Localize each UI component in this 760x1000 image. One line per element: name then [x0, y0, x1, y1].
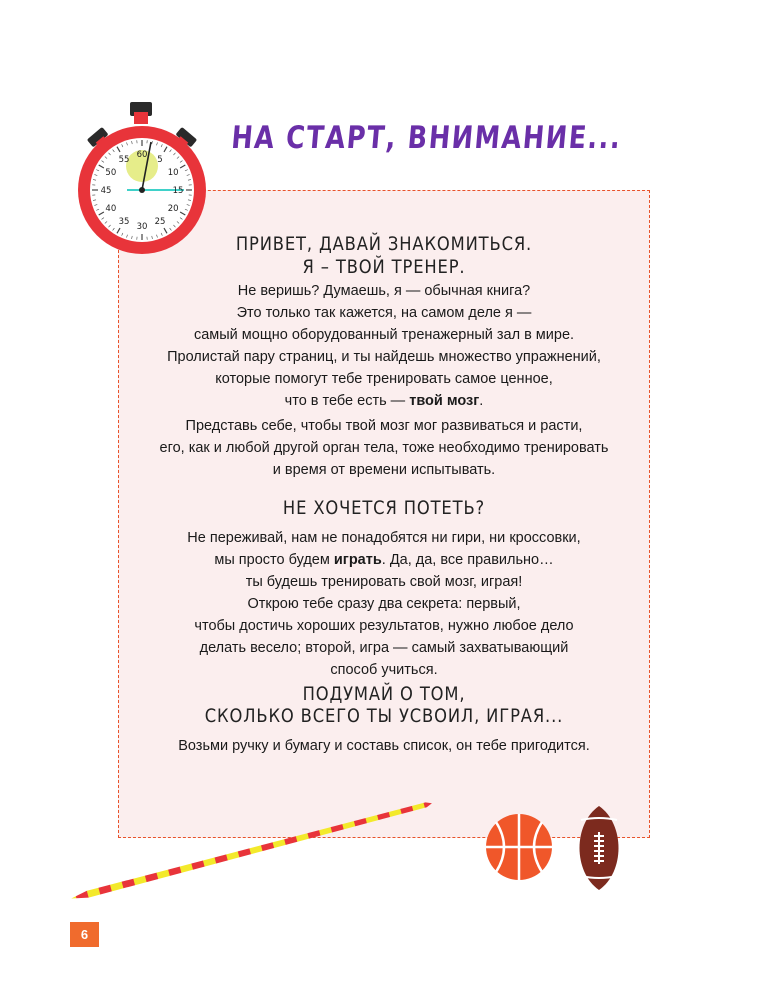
brain-line: его, как и любой другой орган тела, тоже необходимо тренировать	[159, 440, 609, 456]
sweat-line: чтобы достичь хороших результатов, нужно любое дело	[194, 618, 574, 634]
sweat-line: делать весело; второй, игра — самый захватывающий	[199, 640, 569, 656]
sweat-heading: НЕ ХОЧЕТСЯ ПОТЕТЬ?	[282, 497, 486, 519]
page-title: НА СТАРТ, ВНИМАНИЕ...	[229, 120, 624, 156]
intro-last-suffix: .	[479, 393, 484, 409]
intro-line: самый мощно оборудованный тренажерный зал в мире.	[193, 327, 575, 343]
dial-label: 15	[172, 186, 184, 196]
intro-paragraph	[118, 280, 650, 412]
intro-line: Пролистай пару страниц, и ты найдешь множество упражнений,	[167, 349, 601, 365]
brain-paragraph	[118, 415, 650, 481]
think-heading-line2: СКОЛЬКО ВСЕГО ТЫ УСВОИЛ, ИГРАЯ...	[204, 705, 564, 727]
sweat-line: Открою тебе сразу два секрета: первый,	[247, 596, 521, 612]
sweat-paragraph	[118, 527, 650, 681]
sweat-line: способ учиться.	[330, 662, 438, 678]
dial-label: 55	[118, 154, 130, 165]
intro-last-prefix: что в тебе есть —	[284, 393, 410, 409]
sweat-line: Не переживай, нам не понадобятся ни гири, ни кроссовки,	[187, 530, 581, 546]
american-football-icon	[573, 804, 625, 892]
intro-line: Это только так кажется, на самом деле я —	[236, 305, 532, 321]
sweat-line-play	[118, 549, 650, 571]
dial-label: 5	[157, 154, 163, 165]
dial-label: 10	[167, 168, 179, 178]
sweat-line: ты будешь тренировать свой мозг, играя!	[245, 574, 523, 590]
dial-label: 20	[167, 204, 179, 214]
javelin-icon	[70, 800, 440, 900]
brain-emphasis: твой мозг	[409, 393, 480, 409]
dial-label: 25	[154, 217, 166, 228]
intro-line: Не веришь? Думаешь, я — обычная книга?	[237, 283, 531, 299]
intro-heading-line2: Я – ТВОЙ ТРЕНЕР.	[302, 256, 466, 278]
page-number: 6	[70, 922, 99, 947]
think-line: Возьми ручку и бумагу и составь список, он тебе пригодится.	[178, 738, 590, 754]
brain-line: Представь себе, чтобы твой мозг мог развиваться и расти,	[185, 418, 583, 434]
think-paragraph	[118, 735, 650, 757]
dial-label: 30	[136, 222, 148, 232]
intro-line: которые помогут тебе тренировать самое ценное,	[215, 371, 553, 387]
brain-line: и время от времени испытывать.	[272, 462, 496, 478]
stopwatch-icon	[72, 96, 212, 256]
play-emphasis: играть	[333, 552, 382, 568]
dial-label: 45	[100, 186, 112, 196]
think-heading-line1: ПОДУМАЙ О ТОМ,	[302, 683, 466, 705]
dial-label: 50	[105, 168, 117, 178]
sweat-play-prefix: мы просто будем	[214, 552, 334, 568]
sweat-play-suffix: . Да, да, все правильно…	[381, 552, 554, 568]
intro-last-line	[118, 390, 650, 412]
dial-label: 35	[118, 217, 130, 228]
basketball-icon	[484, 812, 554, 882]
intro-heading-line1: ПРИВЕТ, ДАВАЙ ЗНАКОМИТЬСЯ.	[235, 233, 533, 255]
dial-label: 60	[136, 150, 148, 160]
dial-label: 40	[105, 204, 117, 214]
